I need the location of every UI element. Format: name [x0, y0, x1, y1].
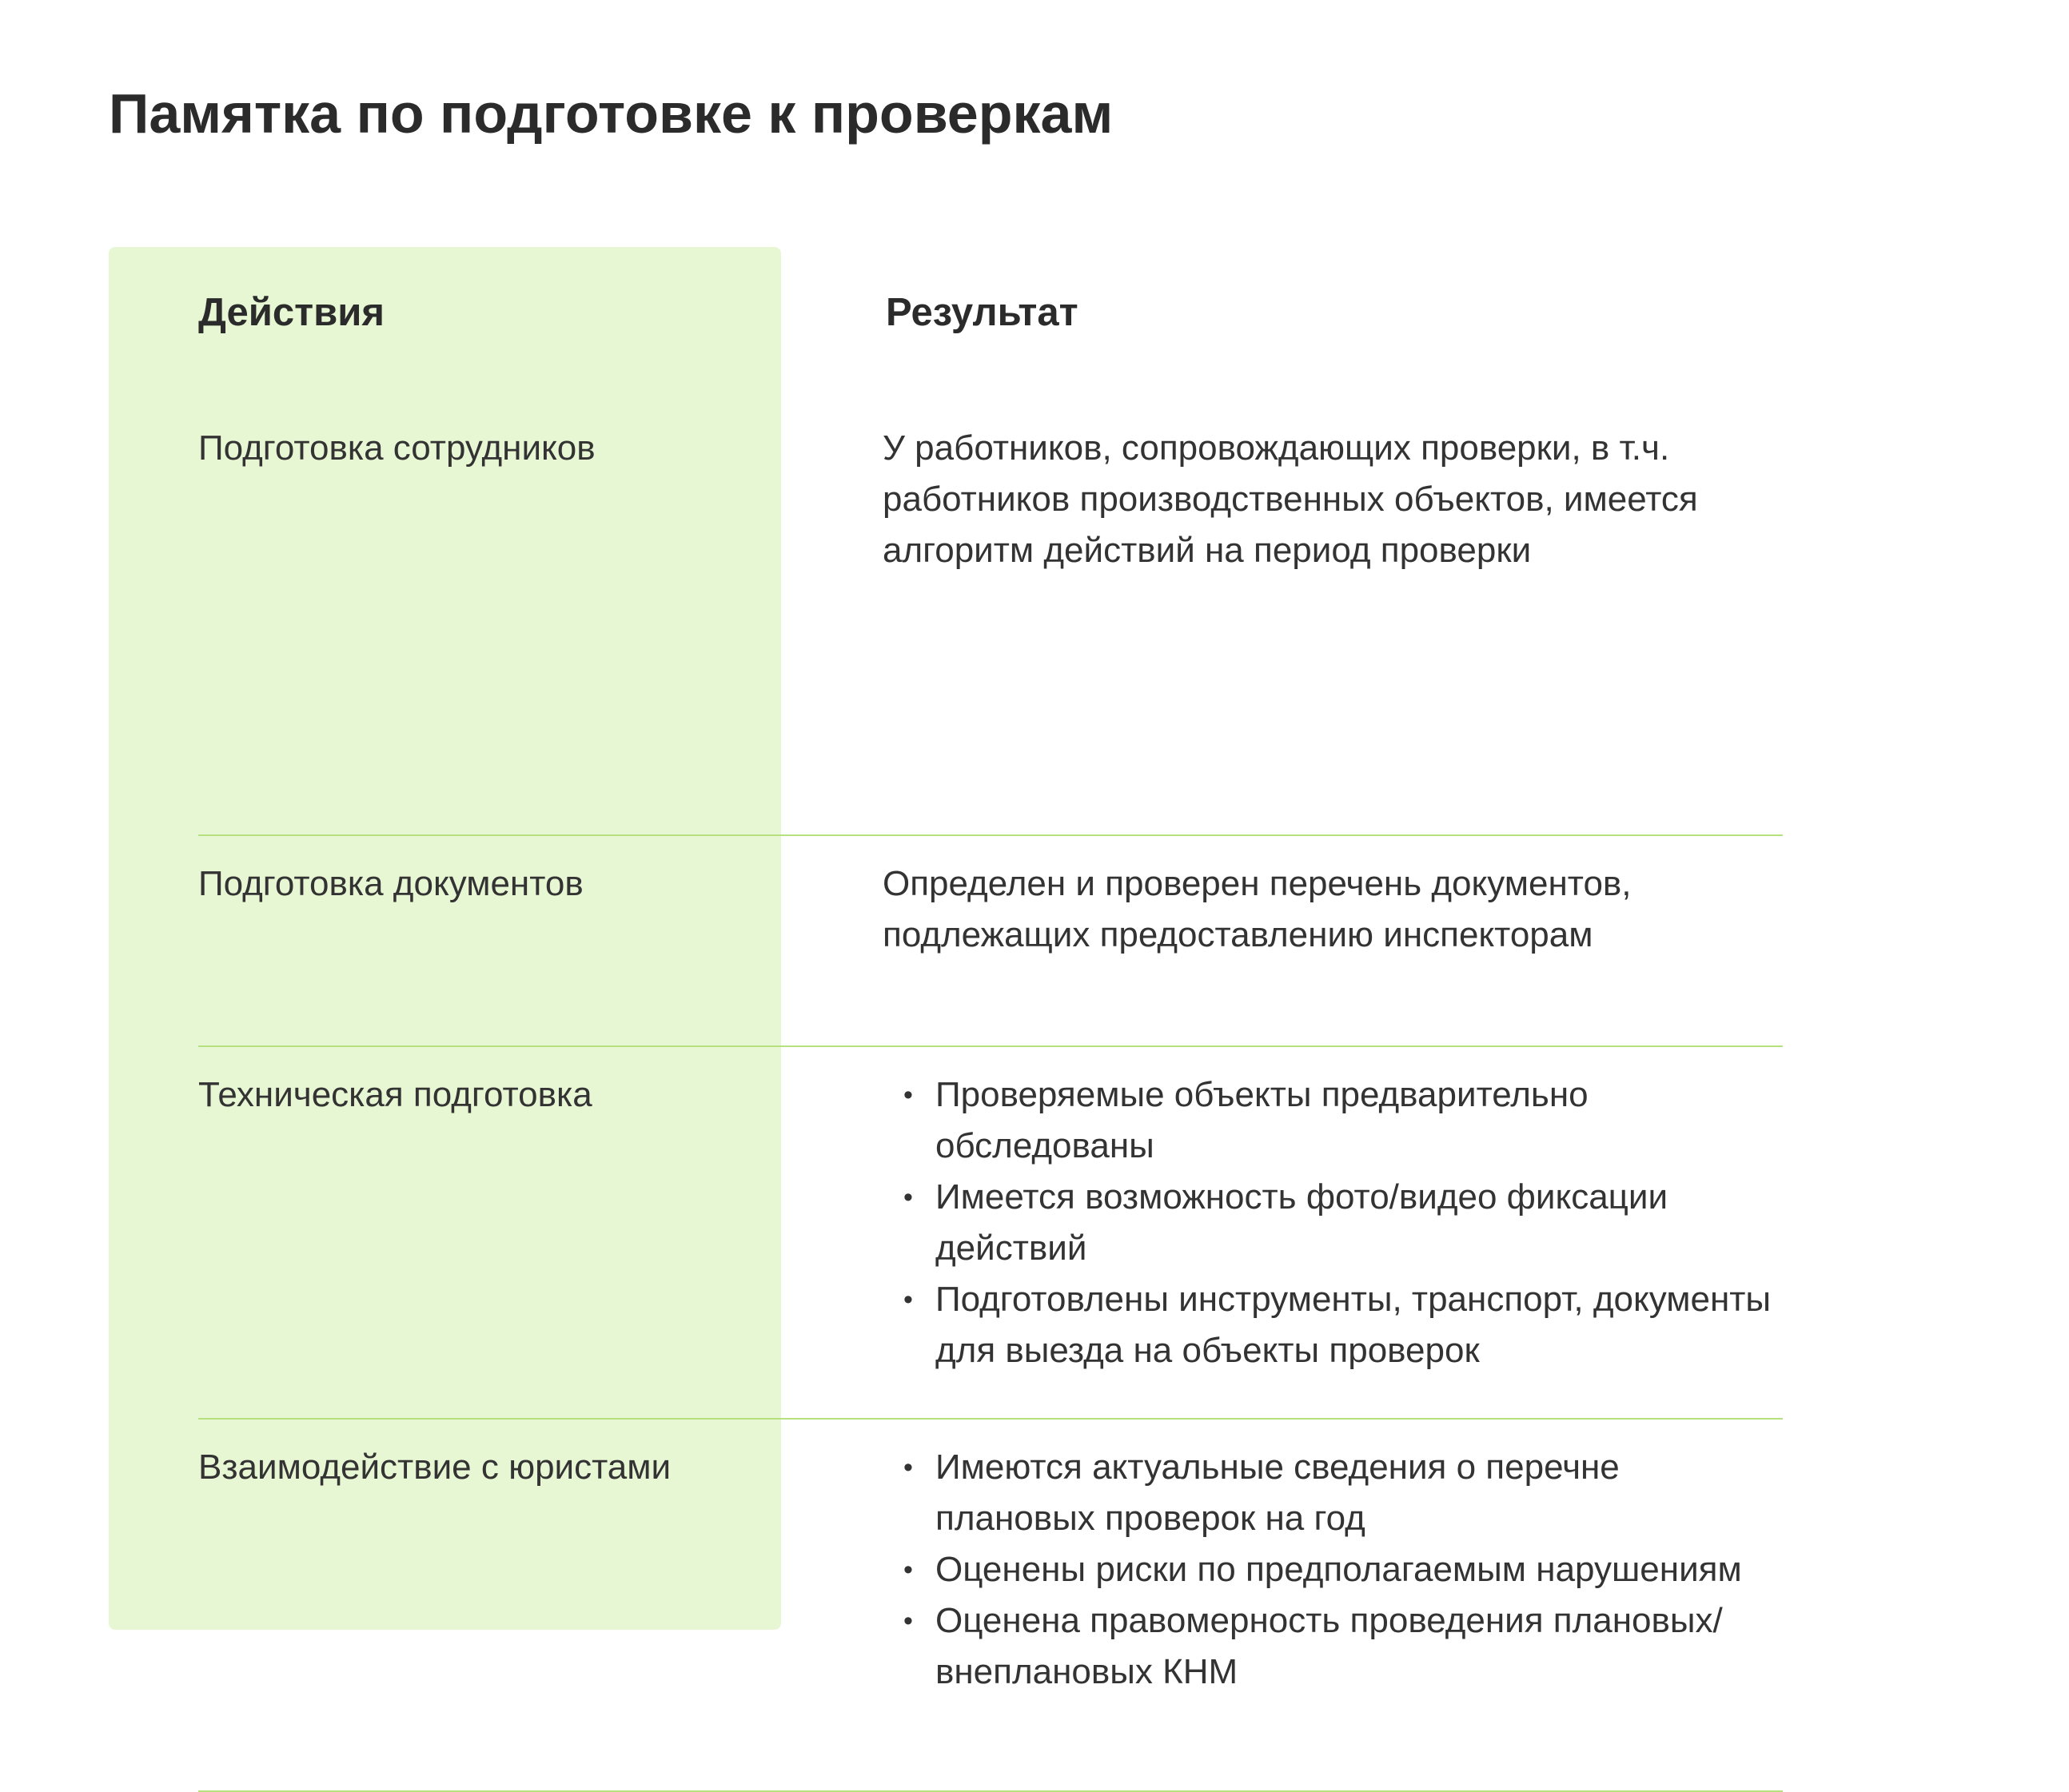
list-item	[883, 1172, 1778, 1274]
result-list	[883, 1069, 1778, 1376]
bullet-icon: •	[903, 1555, 913, 1585]
list-item-text: Оценена правомерность проведения плановых/ внеплановых КНМ	[935, 1601, 1723, 1691]
action-cell: Техническая подготовка	[198, 1075, 592, 1114]
header-result: Результат	[886, 291, 1078, 334]
table-row	[198, 1047, 1783, 1420]
action-cell: Подготовка сотрудников	[198, 428, 596, 468]
result-cell	[883, 1442, 1778, 1698]
list-item-text: Имеется возможность фото/видео фиксации действий	[935, 1177, 1668, 1268]
result-list	[883, 1442, 1778, 1698]
bullet-icon: •	[903, 1284, 913, 1315]
page-title: Памятка по подготовке к проверкам	[109, 82, 1114, 145]
list-item-text: Проверяемые объекты предварительно обследованы	[935, 1075, 1589, 1165]
table-row	[198, 407, 1783, 836]
bullet-icon: •	[903, 1080, 913, 1110]
list-item-text: Подготовлены инструменты, транспорт, документы для выезда на объекты проверок	[935, 1280, 1772, 1370]
table-row	[198, 836, 1783, 1047]
list-item	[883, 1274, 1778, 1376]
table-header	[198, 247, 1783, 407]
list-item-text: Имеются актуальные сведения о перечне плановых проверок на год	[935, 1448, 1620, 1538]
list-item	[883, 1595, 1778, 1698]
result-cell: У работников, сопровождающих проверки, в т.ч. работников производственных объектов, имеется алгоритм действий на период проверки	[883, 428, 1698, 570]
header-actions: Действия	[198, 291, 385, 334]
list-item	[883, 1442, 1778, 1544]
action-cell: Подготовка документов	[198, 864, 584, 903]
table-row	[198, 1420, 1783, 1792]
bullet-icon: •	[903, 1606, 913, 1636]
list-item	[883, 1069, 1778, 1172]
checklist-table	[198, 247, 1783, 1792]
bullet-icon: •	[903, 1452, 913, 1483]
bullet-icon: •	[903, 1182, 913, 1213]
list-item-text: Оценены риски по предполагаемым нарушениям	[935, 1550, 1742, 1589]
result-cell: Определен и проверен перечень документов, подлежащих предоставлению инспекторам	[883, 864, 1632, 954]
action-cell: Взаимодействие с юристами	[198, 1448, 672, 1487]
list-item	[883, 1544, 1778, 1595]
result-cell	[883, 1069, 1778, 1376]
